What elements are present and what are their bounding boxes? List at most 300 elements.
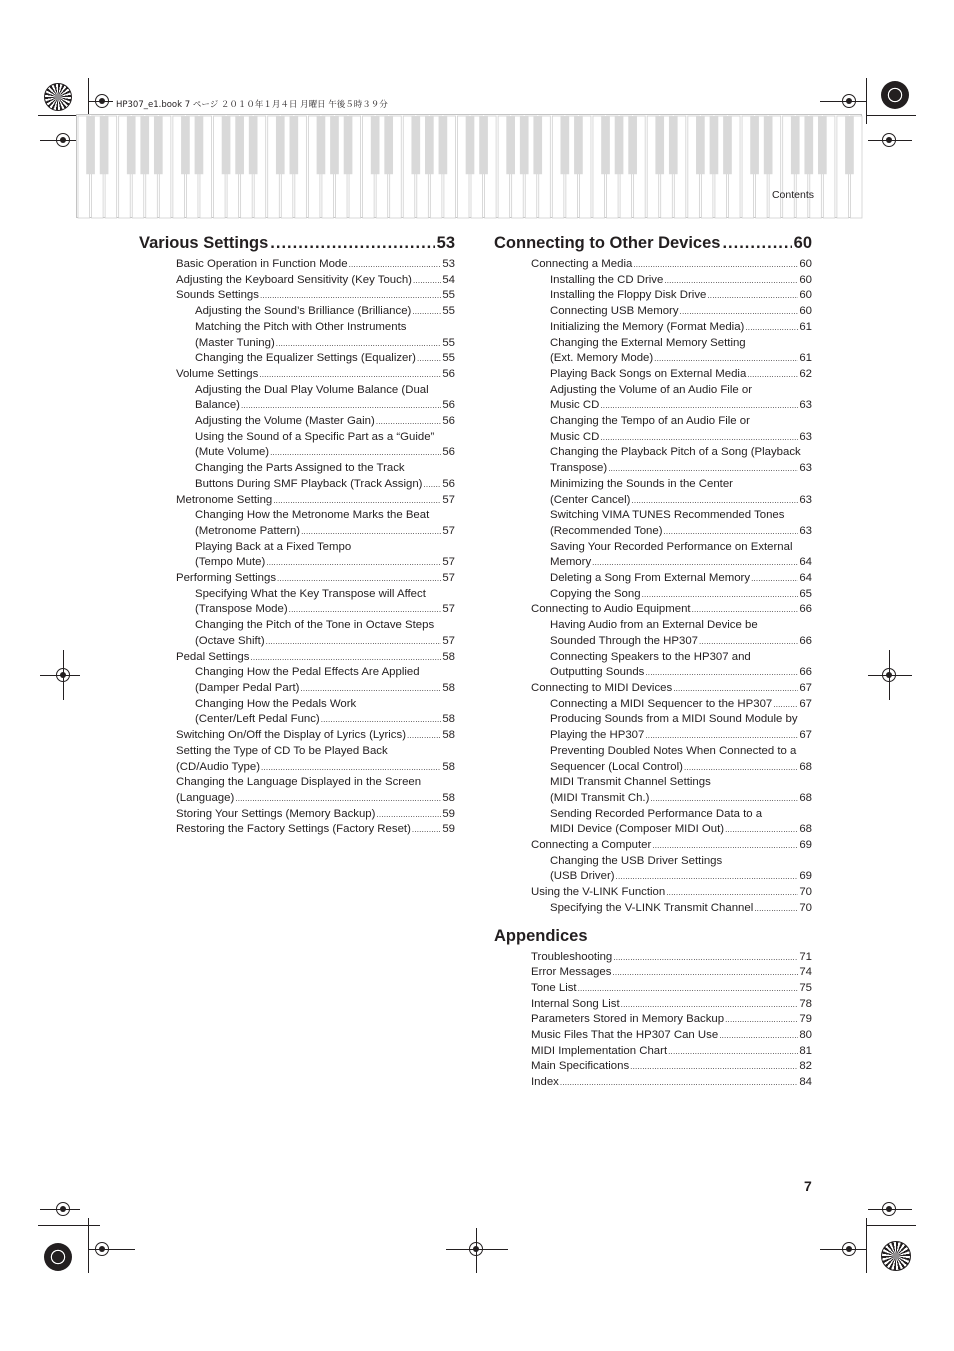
toc-entry[interactable] (494, 775, 812, 806)
dot-leader (266, 555, 441, 571)
section-page: 53 (436, 234, 455, 252)
toc-entry-text: Performing Settings (176, 572, 277, 585)
toc-entry-text: Using the Sound of a Specific Part as a “Guide” (195, 430, 435, 443)
toc-entry[interactable] (494, 414, 812, 445)
black-key (384, 116, 393, 174)
black-key (601, 116, 610, 174)
toc-entry-text: Tone List (531, 981, 577, 994)
toc-entry-text: Changing How the Pedals Work (195, 697, 357, 710)
toc-entry[interactable] (139, 320, 455, 351)
black-key (195, 116, 204, 174)
toc-entry-page: 57 (442, 556, 455, 569)
toc-entry-page: 57 (442, 524, 455, 537)
toc-entry-page: 56 (442, 399, 455, 412)
toc-entry-text: Switching On/Off the Display of Lyrics (Lyrics) (176, 729, 406, 742)
toc-right-column (494, 234, 812, 1091)
section-heading (494, 927, 812, 949)
toc-entry[interactable] (494, 1059, 812, 1075)
toc-entry[interactable] (139, 650, 455, 666)
toc-entry-text: (Recommended Tone) (550, 524, 663, 537)
toc-entry-page: 66 (799, 666, 812, 679)
dot-leader (349, 257, 442, 273)
black-key (181, 116, 190, 174)
toc-entry-page: 60 (799, 258, 812, 270)
toc-entry-text: Minimizing the Sounds in the Center (550, 477, 733, 490)
toc-entry-text: Setting the Type of CD To be Played Back (176, 744, 388, 757)
toc-entry[interactable] (139, 288, 455, 304)
toc-entry-text: Balance) (195, 399, 240, 412)
toc-entry-text: (USB Driver) (550, 870, 615, 883)
dot-leader (719, 1028, 798, 1044)
toc-entry[interactable] (494, 445, 812, 476)
toc-entry[interactable] (139, 461, 455, 492)
toc-entry-page: 57 (442, 572, 455, 585)
toc-entry[interactable] (494, 712, 812, 743)
black-key (845, 116, 854, 174)
toc-entry-page: 56 (442, 477, 455, 490)
dot-leader (241, 398, 441, 414)
section-heading (494, 234, 812, 256)
black-key (425, 116, 434, 174)
appendices-section (494, 927, 812, 1091)
toc-entry-text: MIDI Implementation Chart (531, 1044, 668, 1057)
black-key (804, 116, 813, 174)
toc-entry[interactable] (494, 838, 812, 854)
toc-entry-text: Saving Your Recorded Performance on External (550, 540, 793, 553)
toc-entry-text: (MIDI Transmit Ch.) (550, 791, 650, 804)
black-key (222, 116, 231, 174)
toc-entry[interactable] (139, 665, 455, 696)
toc-entry-text: Changing the External Memory Setting (550, 336, 746, 349)
toc-entry-text: Initializing the Memory (Format Media) (550, 320, 745, 333)
toc-entry[interactable] (494, 288, 812, 304)
dot-leader (725, 822, 798, 838)
dot-leader (277, 571, 441, 587)
keyboard-banner (76, 114, 862, 218)
toc-entry-page: 74 (799, 966, 812, 979)
toc-entry-text: (Transpose Mode) (195, 603, 288, 616)
toc-entry[interactable] (139, 807, 455, 823)
toc-entry[interactable] (494, 383, 812, 414)
toc-entry-text: Changing the USB Driver Settings (550, 854, 723, 867)
toc-entry-text: Changing How the Metronome Marks the Beat (195, 509, 430, 522)
toc-entry-page: 56 (442, 367, 455, 380)
toc-entry-text: (Center/Left Pedal Func) (195, 713, 320, 726)
toc-entry-page: 67 (799, 697, 812, 710)
toc-entry-page: 78 (799, 997, 812, 1010)
toc-entry-text: Changing the Parts Assigned to the Track (195, 462, 405, 475)
toc-entry[interactable] (494, 981, 812, 997)
dot-leader (633, 257, 798, 273)
black-key (439, 116, 448, 174)
toc-entry-page: 54 (442, 273, 455, 286)
black-key (411, 116, 420, 174)
toc-entry[interactable] (139, 508, 455, 539)
toc-entry[interactable] (494, 744, 812, 775)
dot-leader (613, 950, 798, 966)
toc-entry-text: Changing the Tempo of an Audio File or (550, 415, 750, 428)
toc-entry-page: 60 (799, 273, 812, 286)
toc-entry-text: Installing the CD Drive (550, 273, 664, 286)
black-key (344, 116, 353, 174)
black-key (723, 116, 732, 174)
toc-entry-text: Playing the HP307 (550, 729, 645, 742)
toc-entry-text: Troubleshooting (531, 950, 613, 963)
dot-leader (270, 445, 441, 461)
toc-entry-page: 63 (799, 493, 812, 506)
toc-entry[interactable] (139, 744, 455, 775)
toc-entry[interactable] (494, 587, 812, 603)
toc-entry[interactable] (494, 901, 812, 917)
black-key (655, 116, 664, 174)
black-key (289, 116, 298, 174)
toc-entry-list (494, 950, 812, 1091)
toc-entry[interactable] (139, 430, 455, 461)
dot-leader (745, 320, 798, 336)
dot-leader (630, 1059, 798, 1075)
dot-leader (650, 791, 798, 807)
toc-entry[interactable] (139, 728, 455, 744)
toc-entry-text: Parameters Stored in Memory Backup (531, 1013, 725, 1026)
toc-entry-text: Producing Sounds from a MIDI Sound Module by (550, 713, 798, 726)
registration-target-icon (44, 83, 72, 111)
dot-leader (680, 304, 799, 320)
dot-leader (645, 665, 798, 681)
dot-leader (266, 634, 442, 650)
toc-entry-text: Changing the Pitch of the Tone in Octave Steps (195, 619, 435, 632)
toc-entry-text: Volume Settings (176, 367, 259, 380)
dot-leader (754, 901, 798, 917)
toc-entry[interactable] (139, 697, 455, 728)
dot-leader (608, 461, 798, 477)
dot-leader (376, 414, 442, 430)
section-title: Connecting to Other Devices (494, 234, 721, 252)
toc-entry[interactable] (494, 681, 812, 697)
toc-entry-text: Adjusting the Volume (Master Gain) (195, 415, 375, 428)
toc-entry[interactable] (139, 304, 455, 320)
toc-entry[interactable] (139, 775, 455, 806)
toc-entry-text: Using the V-LINK Function (531, 886, 666, 899)
dot-leader (321, 712, 442, 728)
black-key (249, 116, 258, 174)
registration-target-icon (881, 81, 909, 109)
dot-leader (645, 728, 798, 744)
toc-entry[interactable] (139, 383, 455, 414)
toc-entry-page: 63 (799, 399, 812, 412)
toc-entry-page: 67 (799, 729, 812, 742)
toc-entry[interactable] (139, 414, 455, 430)
toc-entry-page: 64 (799, 556, 812, 569)
toc-entry-page: 61 (799, 352, 812, 365)
toc-entry-page: 63 (799, 524, 812, 537)
toc-entry-text: Connecting to MIDI Devices (531, 681, 673, 694)
toc-entry-text: Preventing Doubled Notes When Connected to a (550, 744, 797, 757)
dot-leader (600, 398, 798, 414)
toc-entry-page: 61 (799, 320, 812, 333)
toc-entry-page: 70 (799, 886, 812, 899)
toc-entry-text: Adjusting the Dual Play Volume Balance (Dual (195, 383, 429, 396)
toc-entry-page: 58 (442, 650, 455, 663)
black-key (506, 116, 515, 174)
toc-entry-text: Playing Back Songs on External Media (550, 367, 747, 380)
toc-entry-text: Connecting Speakers to the HP307 and (550, 650, 751, 663)
dot-leader (407, 728, 441, 744)
toc-entry-page: 64 (799, 572, 812, 585)
toc-entry-page: 81 (799, 1044, 812, 1057)
black-key (520, 116, 529, 174)
toc-entry-text: Sounds Settings (176, 289, 259, 302)
toc-entry-text: Pedal Settings (176, 650, 250, 663)
toc-entry-text: Adjusting the Volume of an Audio File or (550, 383, 752, 396)
black-key (818, 116, 827, 174)
dot-leader (560, 1075, 798, 1091)
toc-entry[interactable] (139, 257, 455, 273)
toc-entry[interactable] (139, 618, 455, 649)
toc-entry-page: 68 (799, 823, 812, 836)
black-key (750, 116, 759, 174)
toc-entry-text: Switching VIMA TUNES Recommended Tones (550, 509, 785, 522)
toc-entry-page: 68 (799, 760, 812, 773)
black-key (561, 116, 570, 174)
toc-entry-text: Connecting a Media (531, 258, 633, 270)
toc-entry[interactable] (494, 508, 812, 539)
toc-entry-page: 59 (442, 807, 455, 820)
page-number: 7 (804, 1178, 812, 1194)
dot-leader (276, 336, 442, 352)
toc-entry-list (494, 257, 812, 917)
dot-leader (668, 1044, 798, 1060)
black-key (628, 116, 637, 174)
toc-entry[interactable] (494, 257, 812, 273)
toc-entry[interactable] (494, 807, 812, 838)
black-key (466, 116, 475, 174)
black-key (533, 116, 542, 174)
black-key (154, 116, 163, 174)
toc-entry-text: Restoring the Factory Settings (Factory Reset) (176, 823, 411, 836)
dot-leader (423, 477, 441, 493)
toc-entry-text: (CD/Audio Type) (176, 760, 260, 773)
black-key (696, 116, 705, 174)
toc-entry[interactable] (494, 1075, 812, 1091)
black-key (791, 116, 800, 174)
toc-entry-text: Changing the Language Displayed in the Screen (176, 776, 422, 789)
toc-entry-text: Sounded Through the HP307 (550, 634, 698, 647)
toc-entry-text: Copying the Song (550, 587, 641, 600)
dot-leader (235, 791, 441, 807)
toc-entry-page: 57 (442, 603, 455, 616)
toc-entry[interactable] (494, 540, 812, 571)
black-key (100, 116, 109, 174)
toc-entry-page: 57 (442, 634, 455, 647)
dot-leader (652, 838, 798, 854)
toc-entry-page: 60 (799, 289, 812, 302)
toc-entry[interactable] (139, 540, 455, 571)
toc-entry[interactable] (494, 1044, 812, 1060)
toc-entry-page: 60 (799, 305, 812, 318)
toc-entry-text: Deleting a Song From External Memory (550, 572, 751, 585)
black-key (127, 116, 136, 174)
dot-leader (273, 493, 441, 509)
black-key (140, 116, 149, 174)
toc-entry-page: 56 (442, 415, 455, 428)
toc-entry-page: 66 (799, 603, 812, 616)
dot-leader (707, 288, 798, 304)
toc-entry-page: 63 (799, 462, 812, 475)
toc-entry-text: Basic Operation in Function Mode (176, 258, 348, 270)
toc-entry-page: 82 (799, 1060, 812, 1073)
toc-entry[interactable] (494, 320, 812, 336)
toc-entry-text: Music CD (550, 430, 600, 443)
toc-entry[interactable] (494, 602, 812, 618)
toc-entry[interactable] (139, 351, 455, 367)
toc-entry-page: 58 (442, 791, 455, 804)
dot-leader (699, 634, 798, 650)
section-page: 60 (793, 234, 812, 252)
toc-entry-page: 63 (799, 430, 812, 443)
toc-entry-page: 65 (799, 587, 812, 600)
toc-entry-page: 79 (799, 1013, 812, 1026)
toc-entry[interactable] (494, 854, 812, 885)
dot-leader (260, 288, 441, 304)
toc-entry[interactable] (494, 650, 812, 681)
toc-entry-text: Outputting Sounds (550, 666, 645, 679)
dot-leader (654, 351, 798, 367)
toc-entry-text: (Metronome Pattern) (195, 524, 301, 537)
toc-entry[interactable] (139, 571, 455, 587)
toc-entry-text: (Language) (176, 791, 235, 804)
dot-leader (376, 807, 441, 823)
toc-entry-text: Connecting to Audio Equipment (531, 603, 691, 616)
dot-leader (631, 493, 798, 509)
black-key (669, 116, 678, 174)
toc-entry-page: 67 (799, 681, 812, 694)
dot-leader (751, 571, 798, 587)
dot-leader (692, 602, 799, 618)
dot-leader (747, 367, 798, 383)
toc-entry[interactable] (494, 697, 812, 713)
toc-entry-text: Main Specifications (531, 1060, 630, 1073)
black-key (371, 116, 380, 174)
toc-entry[interactable] (139, 273, 455, 289)
toc-entry-text: Playing Back at a Fixed Tempo (195, 540, 352, 553)
dot-leader (417, 351, 441, 367)
dot-leader (600, 430, 798, 446)
toc-entry-text: Specifying the V-LINK Transmit Channel (550, 901, 754, 914)
toc-entry-text: Adjusting the Keyboard Sensitivity (Key Touch) (176, 273, 412, 286)
section-title: Appendices (494, 926, 588, 945)
toc-entry-page: 58 (442, 729, 455, 742)
toc-entry-page: 80 (799, 1029, 812, 1042)
black-key (764, 116, 773, 174)
toc-entry-text: (Master Tuning) (195, 336, 275, 349)
toc-entry-page: 58 (442, 681, 455, 694)
toc-entry[interactable] (494, 304, 812, 320)
toc-entry-text: Storing Your Settings (Memory Backup) (176, 807, 376, 820)
toc-entry-text: Sending Recorded Performance Data to a (550, 807, 763, 820)
dot-leader (578, 981, 799, 997)
toc-entry[interactable] (494, 477, 812, 508)
toc-entry-text: Error Messages (531, 966, 612, 979)
toc-entry-text: Internal Song List (531, 997, 620, 1010)
dot-leader (664, 524, 799, 540)
black-key (86, 116, 95, 174)
toc-entry-page: 56 (442, 446, 455, 459)
toc-entry[interactable] (494, 273, 812, 289)
toc-entry-text: Specifying What the Key Transpose will Affect (195, 587, 426, 600)
toc-entry-text: Index (531, 1076, 559, 1089)
dot-leader (259, 367, 441, 383)
black-key (479, 116, 488, 174)
file-info-header: HP307_e1.book 7 ページ ２０１０年１月４日 月曜日 午後５時３９分 (116, 100, 388, 110)
dot-leader (773, 697, 798, 713)
section-title: Various Settings (139, 234, 269, 252)
toc-entry-page: 53 (442, 258, 455, 270)
toc-entry-page: 62 (799, 367, 812, 380)
toc-entry[interactable] (494, 571, 812, 587)
toc-entry-text: (Tempo Mute) (195, 556, 266, 569)
toc-entry-text: (Mute Volume) (195, 446, 270, 459)
toc-entry-text: MIDI Transmit Channel Settings (550, 776, 711, 789)
dot-leader (725, 1012, 798, 1028)
toc-entry-page: 70 (799, 901, 812, 914)
toc-entry-text: Music CD (550, 399, 600, 412)
toc-entry-text: Adjusting the Sound’s Brilliance (Brilliance) (195, 305, 412, 318)
toc-entry-text: Connecting a MIDI Sequencer to the HP307 (550, 697, 773, 710)
toc-entry-text: Matching the Pitch with Other Instruments (195, 320, 407, 333)
toc-entry[interactable] (494, 965, 812, 981)
dot-leader (612, 965, 798, 981)
dot-leader (664, 273, 798, 289)
toc-entry[interactable] (494, 950, 812, 966)
toc-entry[interactable] (139, 587, 455, 618)
toc-entry[interactable] (139, 822, 455, 838)
toc-entry[interactable] (139, 493, 455, 509)
toc-entry-text: Connecting USB Memory (550, 305, 679, 318)
dot-leader (621, 997, 799, 1013)
toc-entry-page: 69 (799, 839, 812, 852)
toc-entry[interactable] (139, 367, 455, 383)
toc-entry-page: 59 (442, 823, 455, 836)
black-key (710, 116, 719, 174)
toc-entry[interactable] (494, 367, 812, 383)
toc-entry-text: Metronome Setting (176, 493, 273, 506)
toc-entry[interactable] (494, 1012, 812, 1028)
toc-entry-page: 66 (799, 634, 812, 647)
toc-entry-text: Memory (550, 556, 592, 569)
black-key (317, 116, 326, 174)
toc-entry-list (139, 257, 455, 838)
toc-entry-text: Changing How the Pedal Effects Are Applied (195, 666, 420, 679)
black-key (574, 116, 583, 174)
toc-entry[interactable] (494, 336, 812, 367)
toc-entry-page: 75 (799, 981, 812, 994)
toc-entry-page: 68 (799, 791, 812, 804)
toc-entry[interactable] (494, 997, 812, 1013)
toc-left-column (139, 234, 455, 838)
toc-entry-text: Buttons During SMF Playback (Track Assign) (195, 477, 423, 490)
toc-entry-text: Music Files That the HP307 Can Use (531, 1029, 719, 1042)
dot-leader (673, 681, 798, 697)
dot-leader (616, 869, 799, 885)
toc-entry-text: (Ext. Memory Mode) (550, 352, 654, 365)
black-key (615, 116, 624, 174)
toc-entry-text: (Center Cancel) (550, 493, 631, 506)
dot-leader (666, 885, 798, 901)
toc-entry[interactable] (494, 885, 812, 901)
toc-entry-page: 55 (442, 305, 455, 318)
toc-entry[interactable] (494, 1028, 812, 1044)
toc-entry[interactable] (494, 618, 812, 649)
